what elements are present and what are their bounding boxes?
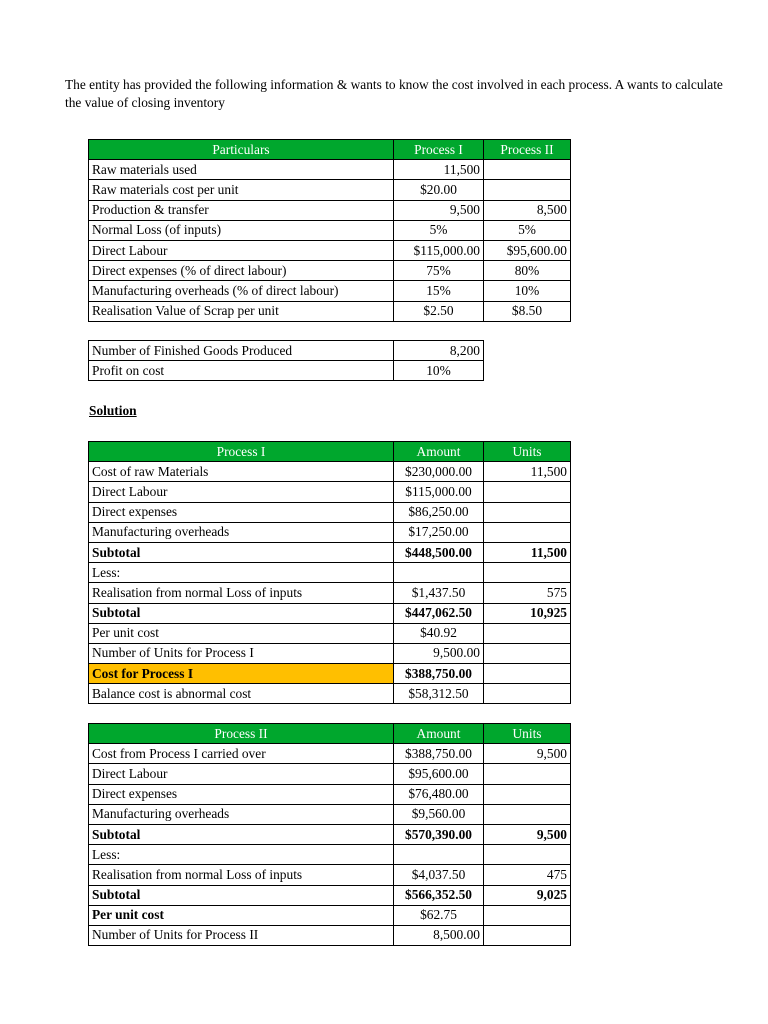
row-label: Realisation from normal Loss of inputs: [89, 865, 394, 885]
header-particulars: Particulars: [89, 140, 394, 160]
cell-value: [484, 160, 571, 180]
subtotal-row: [89, 542, 571, 562]
row-label: Subtotal: [89, 824, 394, 844]
row-label: Number of Units for Process I: [89, 643, 394, 663]
subtotal-row: [89, 603, 571, 623]
row-label: Balance cost is abnormal cost: [89, 684, 394, 704]
row-label: Raw materials used: [89, 160, 394, 180]
table-row: [89, 281, 571, 301]
row-label: Realisation Value of Scrap per unit: [89, 301, 394, 321]
cell-value: 9,500: [394, 200, 484, 220]
info-table-header: [89, 140, 571, 160]
units-cell: [484, 905, 571, 925]
amount-cell: $4,037.50: [394, 865, 484, 885]
header-amount: Amount: [394, 724, 484, 744]
cell-value: 5%: [484, 220, 571, 240]
units-cell: [484, 925, 571, 945]
table-row: [89, 522, 571, 542]
table-row: [89, 301, 571, 321]
amount-cell: $388,750.00: [394, 664, 484, 684]
amount-cell: $570,390.00: [394, 824, 484, 844]
units-cell: 11,500: [484, 462, 571, 482]
header-units: Units: [484, 724, 571, 744]
header-units: Units: [484, 442, 571, 462]
row-label: Manufacturing overheads: [89, 522, 394, 542]
row-label: Cost from Process I carried over: [89, 744, 394, 764]
units-cell: [484, 522, 571, 542]
cell-value: $8.50: [484, 301, 571, 321]
intro-paragraph: The entity has provided the following information & wants to know the cost involved in each process. A wants to calculate the value of closing inventory: [65, 77, 723, 110]
table-row: [89, 160, 571, 180]
table-row: [89, 643, 571, 663]
solution-heading: Solution: [89, 403, 137, 418]
table-row: [89, 462, 571, 482]
header-process-2: Process II: [484, 140, 571, 160]
amount-cell: $115,000.00: [394, 482, 484, 502]
amount-cell: $40.92: [394, 623, 484, 643]
cell-value: 8,500: [484, 200, 571, 220]
table-row: [89, 845, 571, 865]
table-row: [89, 361, 484, 381]
units-cell: [484, 482, 571, 502]
row-label: Raw materials cost per unit: [89, 180, 394, 200]
units-cell: 9,025: [484, 885, 571, 905]
units-cell: [484, 502, 571, 522]
per-unit-cost-row: [89, 905, 571, 925]
table-row: [89, 240, 571, 260]
table-row: [89, 482, 571, 502]
units-cell: [484, 784, 571, 804]
row-label: Less:: [89, 845, 394, 865]
row-label: Profit on cost: [89, 361, 394, 381]
cell-value: 10%: [484, 281, 571, 301]
row-label: Direct Labour: [89, 482, 394, 502]
units-cell: [484, 804, 571, 824]
header-process-2: Process II: [89, 724, 394, 744]
row-label: Realisation from normal Loss of inputs: [89, 583, 394, 603]
amount-cell: $17,250.00: [394, 522, 484, 542]
cell-value: $95,600.00: [484, 240, 571, 260]
row-label: Cost of raw Materials: [89, 462, 394, 482]
row-label: Per unit cost: [89, 623, 394, 643]
row-label: Per unit cost: [89, 905, 394, 925]
units-cell: 10,925: [484, 603, 571, 623]
info-table: [88, 139, 571, 322]
amount-cell: $9,560.00: [394, 804, 484, 824]
amount-cell: 8,500.00: [394, 925, 484, 945]
units-cell: 9,500: [484, 744, 571, 764]
table-row: [89, 684, 571, 704]
cell-value: 75%: [394, 261, 484, 281]
table-row: [89, 180, 571, 200]
row-label: Manufacturing overheads: [89, 804, 394, 824]
cell-value: $2.50: [394, 301, 484, 321]
units-cell: 11,500: [484, 542, 571, 562]
table-row: [89, 563, 571, 583]
units-cell: 9,500: [484, 824, 571, 844]
table-row: [89, 583, 571, 603]
amount-cell: $1,437.50: [394, 583, 484, 603]
units-cell: [484, 764, 571, 784]
row-label: Direct expenses: [89, 784, 394, 804]
row-label: Subtotal: [89, 603, 394, 623]
cell-value: 15%: [394, 281, 484, 301]
amount-cell: $566,352.50: [394, 885, 484, 905]
cell-value: 5%: [394, 220, 484, 240]
amount-cell: $86,250.00: [394, 502, 484, 522]
amount-cell: [394, 563, 484, 583]
cost-for-process-1-row: [89, 664, 571, 684]
amount-cell: $388,750.00: [394, 744, 484, 764]
table-row: [89, 623, 571, 643]
subtotal-row: [89, 885, 571, 905]
cell-value: 11,500: [394, 160, 484, 180]
row-label: Cost for Process I: [89, 664, 394, 684]
table-row: [89, 865, 571, 885]
header-process-1: Process I: [89, 442, 394, 462]
table-row: [89, 502, 571, 522]
amount-cell: $58,312.50: [394, 684, 484, 704]
cell-value: $20.00: [394, 180, 484, 200]
process-2-header: [89, 724, 571, 744]
header-process-1: Process I: [394, 140, 484, 160]
process-2-table: [88, 723, 571, 946]
units-cell: [484, 623, 571, 643]
amount-cell: [394, 845, 484, 865]
cell-value: [484, 180, 571, 200]
units-cell: [484, 845, 571, 865]
subtotal-row: [89, 824, 571, 844]
table-row: [89, 925, 571, 945]
table-row: [89, 200, 571, 220]
units-cell: [484, 664, 571, 684]
row-label: Production & transfer: [89, 200, 394, 220]
table-row: [89, 341, 484, 361]
process-1-header: [89, 442, 571, 462]
row-label: Direct expenses (% of direct labour): [89, 261, 394, 281]
units-cell: [484, 563, 571, 583]
row-label: Less:: [89, 563, 394, 583]
cell-value: $115,000.00: [394, 240, 484, 260]
table-row: [89, 804, 571, 824]
table-row: [89, 261, 571, 281]
row-label: Direct expenses: [89, 502, 394, 522]
row-label: Normal Loss (of inputs): [89, 220, 394, 240]
row-label: Subtotal: [89, 542, 394, 562]
amount-cell: 9,500.00: [394, 643, 484, 663]
units-cell: 575: [484, 583, 571, 603]
row-label: Number of Units for Process II: [89, 925, 394, 945]
table-row: [89, 764, 571, 784]
table-row: [89, 744, 571, 764]
row-label: Number of Finished Goods Produced: [89, 341, 394, 361]
row-label: Manufacturing overheads (% of direct labour): [89, 281, 394, 301]
header-amount: Amount: [394, 442, 484, 462]
amount-cell: $62.75: [394, 905, 484, 925]
amount-cell: $448,500.00: [394, 542, 484, 562]
amount-cell: $95,600.00: [394, 764, 484, 784]
amount-cell: $76,480.00: [394, 784, 484, 804]
table-row: [89, 784, 571, 804]
cell-value: 10%: [394, 361, 484, 381]
units-cell: [484, 684, 571, 704]
row-label: Subtotal: [89, 885, 394, 905]
amount-cell: $230,000.00: [394, 462, 484, 482]
finished-goods-table: [88, 340, 484, 381]
process-1-table: [88, 441, 571, 704]
units-cell: [484, 643, 571, 663]
table-row: [89, 220, 571, 240]
row-label: Direct Labour: [89, 240, 394, 260]
cell-value: 80%: [484, 261, 571, 281]
units-cell: 475: [484, 865, 571, 885]
amount-cell: $447,062.50: [394, 603, 484, 623]
row-label: Direct Labour: [89, 764, 394, 784]
cell-value: 8,200: [394, 341, 484, 361]
